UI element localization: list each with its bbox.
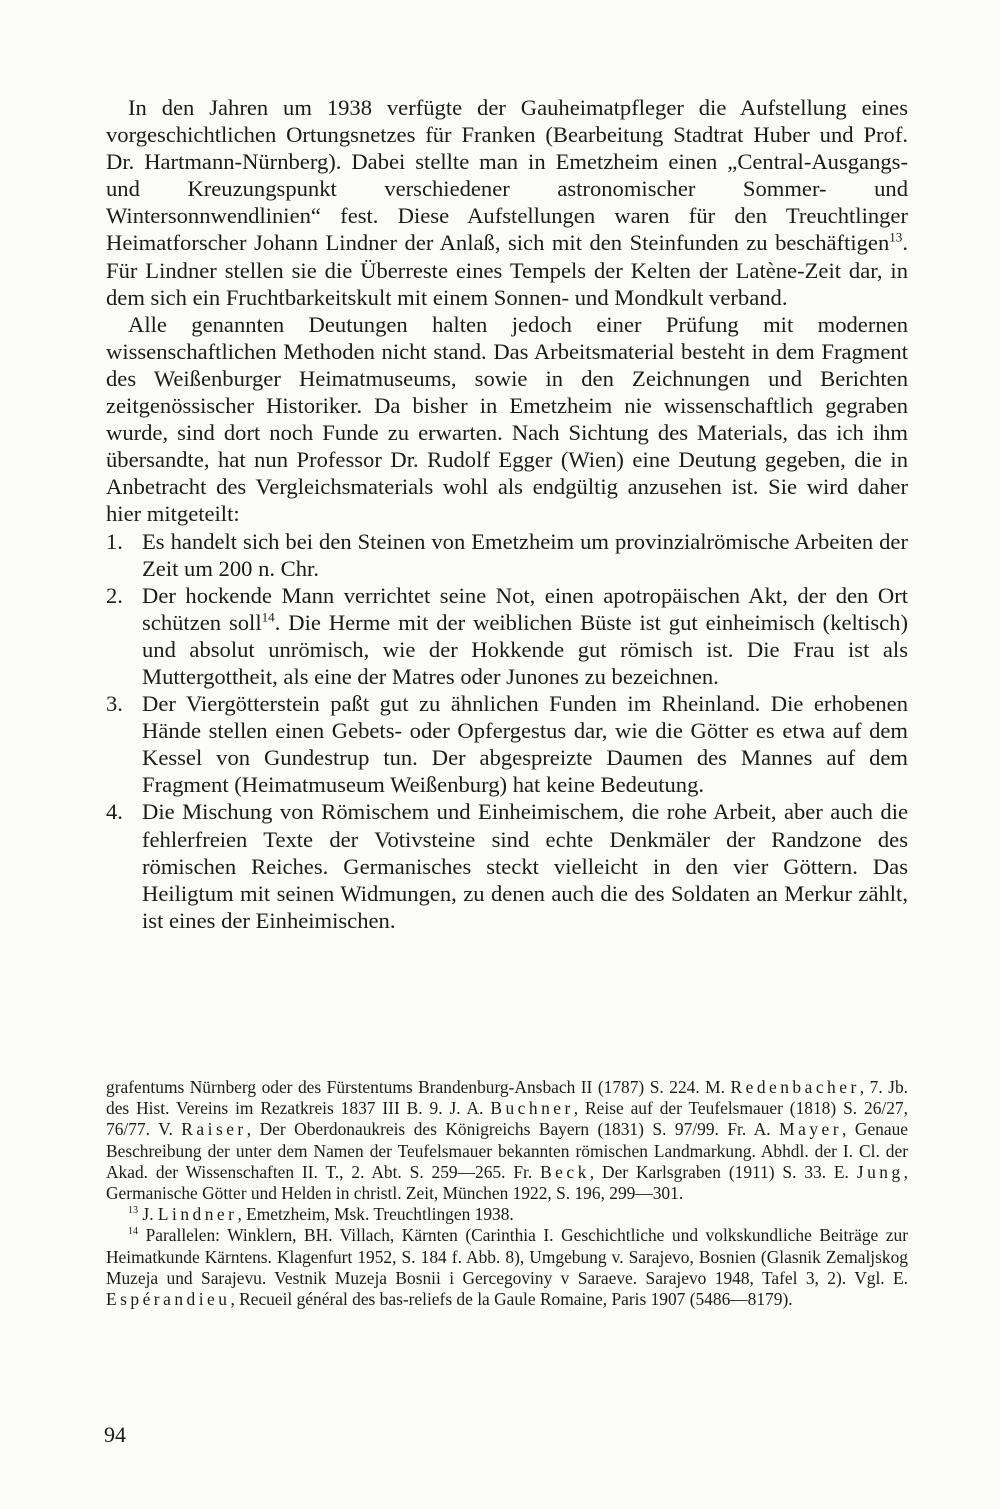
author-name: Redenbacher (730, 1077, 860, 1097)
numbered-list (106, 528, 908, 934)
footnote-14: $^{14}$ Parallelen: Winklern, BH. Villach, Kärnten (Carinthia I. Geschichtliche und volkskundliche Beiträge zur Heimatkunde Kärntens. Klagenfurt 1952, S. 184 f. Abb. 8), Umgebung v. Sarajevo, Bosnien (Glasnik Zemaljskog Muzeja und Sarajevu. Vestnik Muzeja Bosnii i Gercegoviny v Saraeve. Sarajevo 1948, Tafel 3, 2). Vgl. E. Espérandieu, Recueil général des bas-reliefs de la Gaule Romaine, Paris 1907 (5486—8179). (106, 1225, 908, 1310)
footnote-ref[interactable]: 14 (261, 609, 275, 625)
main-text (106, 94, 908, 934)
list-item (106, 528, 908, 582)
list-number: 2. (106, 582, 123, 608)
list-text: Der hockende Mann verrichtet seine Not, einen apotropäischen Akt, der den Ort schützen soll$^{14}$. Die Herme mit der weiblichen Büste ist gut einheimisch (keltisch) und absolut unrömisch, wie der Hokkende gut römisch ist. Die Frau ist als Muttergottheit, als eine der Matres oder Junones zu bezeichnen. (142, 582, 908, 689)
author-name: Buchner (490, 1098, 574, 1119)
list-text: Der Viergötterstein paßt gut zu ähnlichen Funden im Rheinland. Die erhobenen Hände stellen einen Gebets- oder Opfergestus dar, wie die Götter es etwa auf dem Kessel von Gundestrup tun. Der abgespreizte Daumen des Mannes auf dem Fragment (Heimatmuseum Weißenburg) hat keine Bedeutung. (142, 691, 908, 798)
list-item (106, 798, 908, 933)
paragraph: Alle genannten Deutungen halten jedoch einer Prüfung mit modernen wissenschaftlichen Methoden nicht stand. Das Arbeitsmaterial besteht in dem Fragment des Weißenburger Heimatmuseums, sowie in den Zeichnungen und Berichten zeitgenössischer Historiker. Da bisher in Emetzheim nie wissenschaftlich gegraben wurde, sind dort noch Funde zu erwarten. Nach Sichtung des Materials, das ich ihm übersandte, hat nun Professor Dr. Rudolf Egger (Wien) eine Deutung gegeben, die in Anbetracht des Vergleichsmaterials wohl als endgültig anzusehen ist. Sie wird daher hier mitgeteilt: (106, 311, 908, 527)
paragraph: In den Jahren um 1938 verfügte der Gauheimatpfleger die Aufstellung eines vorgeschichtlichen Ortungsnetzes für Franken (Bearbeitung Stadtrat Huber und Prof. Dr. Hartmann-Nürnberg). Dabei stellte man in Emetzheim einen „Central-Ausgangs- und Kreuzungspunkt verschiedener astronomischer Sommer- und Wintersonnwendlinien“ fest. Diese Aufstellungen waren für den Treuchtlinger Heimatforscher Johann Lindner der Anlaß, sich mit den Steinfunden zu beschäftigen$^{13}$. Für Lindner stellen sie die Überreste eines Tempels der Kelten der Latène-Zeit dar, in dem sich ein Fruchtbarkeitskult mit einem Sonnen- und Mondkult verband. (106, 95, 908, 310)
author-name: Beck (540, 1161, 590, 1182)
author-name: Jung (856, 1161, 904, 1182)
list-number: 4. (106, 799, 123, 825)
footnote-number: 13 (128, 1205, 139, 1217)
list-text: Die Mischung von Römischem und Einheimischem, die rohe Arbeit, aber auch die fehlerfreien Texte der Votivsteine sind echte Denkmäler der Randzone des römischen Reiches. Germanisches steckt vielleicht in den vier Göttern. Das Heiligtum mit seinen Widmungen, zu denen auch die des Soldaten an Merkur zählt, ist eines der Einheimischen. (142, 799, 908, 933)
author-name: Lindner (157, 1204, 238, 1225)
page-number: 94 (104, 1422, 126, 1447)
list-number: 1. (106, 528, 123, 554)
footnotes (106, 1077, 908, 1310)
list-number: 3. (106, 691, 123, 717)
footnote-number: 14 (128, 1226, 139, 1238)
footnote-13: $^{13}$ J. Lindner, Emetzheim, Msk. Treuchtlingen 1938. (128, 1204, 514, 1225)
footnote-ref[interactable]: 13 (889, 229, 903, 245)
author-name: Espérandieu (106, 1289, 231, 1310)
footnote-continuation: grafentums Nürnberg oder des Fürstentums Brandenburg-Ansbach II (1787) S. 224. M. Redenbacher, 7. Jb. des Hist. Vereins im Rezatkreis 1837 III B. 9. J. A. Buchner, Reise auf der Teufelsmauer (1818) S. 26/27, 76/77. V. Raiser, Der Oberdonaukreis des Königreichs Bayern (1831) S. 97/99. Fr. A. Mayer, Genaue Beschreibung der unter dem Namen der Teufelsmauer bekannten römischen Landmarkung. Abhdl. der I. Cl. der Akad. der Wissenschaften II. T., 2. Abt. S. 259—265. Fr. Beck, Der Karlsgraben (1911) S. 33. E. Jung, Germanische Götter und Helden in christl. Zeit, München 1922, S. 196, 299—301. (106, 1077, 909, 1204)
list-item (106, 582, 908, 690)
author-name: Raiser (181, 1119, 247, 1140)
list-text: Es handelt sich bei den Steinen von Emetzheim um provinzialrömische Arbeiten der Zeit um 200 n. Chr. (142, 528, 908, 581)
list-item (106, 690, 908, 798)
author-name: Mayer (779, 1119, 843, 1140)
